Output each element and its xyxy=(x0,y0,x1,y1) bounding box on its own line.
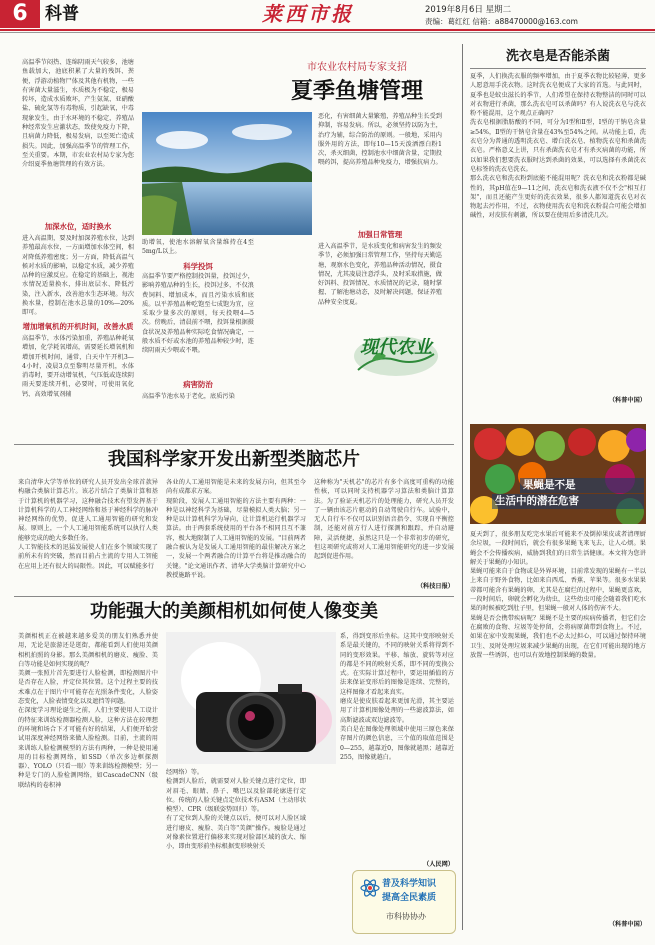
header-rule-thin xyxy=(0,32,655,33)
fish-para-oxygen: 高温季节，水体污染加重，养殖品种耗氧增加，化学耗氧增高，需要延长增氧机和增加开机时间，通常，白天中午开机3—4小时，凌晨3点至黎明尽量开机，水体消毒时，要开动增氧机，气压低或连续阴雨天要连续开机，必要时，可使用氧化钙、高效增氧剂辅 xyxy=(22,335,134,398)
fish-para-feed: 高温季节要严格控制投饵量，投饵过少，影响养殖品种的生长，投饵过多，不仅浪费饲料、增加成本，而且污染水质和底质。以平养殖品种吃饱至七成饱为宜，应采取少量多次的原则，每天投喂4—5次。傍晚后，清晨前不喂，投饵量根据摄食状况及养殖品种实际吃食情况确定，一般水质不好或水池的养殖品种较少时，连续阴雨天少喂或不喂。 xyxy=(142,273,254,355)
issue-date: 2019年8月6日 星期二 xyxy=(425,5,512,15)
chip-credit: （科技日报） xyxy=(416,583,454,590)
fish-heading-daily: 加强日常管理 xyxy=(357,230,403,239)
camera-title: 功能强大的美颜相机如何使人像变美 xyxy=(90,601,378,622)
camera-col-1: 美颜相机正在被越来越多爱美的朋友们熟悉并使用，无论是旅游还是逛街，都能看到人们使用美颜相机拍照的身影。那么美颜相机的磨皮、瘦脸、美白等功能是如何实现的呢？ 美颜一张照片首先要进行人脸检测，即检测图片中是否存在人脸，并定位其位置。这个过程主要的技术难点在于图片中可能存在光照条件变化，人脸姿态变化，人脸表情变化以及遮挡等问题。 在深度学习理论诞生之前，人们主要使用人工设计的特征来训练检测器检测人脸，这种方法在较理想的环境和场合下才可能有好的结果，人们便开始尝试用深度神经网络来做人脸检测。目前，主流的用来训练人脸检测模型的方法有两种，一种是使用通用的目标检测网络，如SSD（单次多边框探测器）、YOLO（只看一眼）等来训练检测模型；另一种是专门的人脸检测网络，如CascadeCNN（级联结构的卷积神 xyxy=(18,633,158,789)
chip-col-2: 各业的人工通用智能是未来的发展方向，但其至今尚有成都求方案。 现阶段，发展人工通用智能的方法主要有两种：一种是以神经科学为基础，尽量模拟人类大脑；另一种是以计算机科学为导向，让计算机运行机器学习算法。由于两套系统使用的平台各不相同且互不兼容，极大地限制了人工通用智能的发展。"目前两者融合被认为是发展人工通用智能的最佳解决方案之一，发展一个两者融合的计算平台将是推动融合的关键。"论文通讯作者、清华大学类脑计算研究中心教授施路平说。 xyxy=(166,479,306,579)
atom-icon xyxy=(360,878,380,898)
fruit-credit: （科普中国） xyxy=(608,921,646,928)
column-divider xyxy=(462,44,463,930)
fish-heading-oxygen: 增加增氧机的开机时间，改善水质 xyxy=(22,322,134,331)
soap-title-rule xyxy=(470,68,646,69)
fish-para-oxygen-cont: 助增氧，使池水溶解氧含量维持在4至5mg/L以上。 xyxy=(142,239,254,256)
banner-line-2: 提高全民素质 xyxy=(382,893,437,903)
fish-title: 夏季鱼塘管理 xyxy=(290,79,423,104)
fish-para-water: 进入高温期，要及时加深养殖水位，达到养殖最高水位，一方面增加水体空间，相对降低养殖密度；另一方面，降低高温气候对水质的影响，以稳定水质，减少养殖品种的应激反应。在稳定的基础上，视池水情况适量换水，排出底层水、降低污染，注入新水，改善池水生态环境。每次换水量，控制在池水总量的10%—20%即可。 xyxy=(22,235,134,317)
fish-heading-feed: 科学投饵 xyxy=(183,262,213,271)
editor-info: 责编：葛红红 信箱：a88470000@163.com xyxy=(425,17,578,26)
chip-col-1: 来自清华大学等单位的研究人员开发出全球首款异构融合类脑计算芯片。该芯片结合了类脑计算和基于计算机的机器学习，这种融合技术有望发挥基于计算机科学的人工神经网络和基于神经科学的脉冲神经网络的优势，促进人工通用智能的研究和发展。原则上，一个人工通用智能系统可以执行人类能够完成的绝大多数任务。 人工智能技术的迅猛发展使人们在多个领域实现了前所未有的突破，然而目前占主流的专用人工智能在应用上还有很大的局限性。因此，可以赋能多行 xyxy=(18,479,158,570)
banner-line-1: 普及科学知识 xyxy=(382,879,437,889)
fish-heading-water: 加深水位，适时换水 xyxy=(44,222,112,231)
chip-col-3: 这种称为"天机芯"的芯片有多个高度可重构的功能性核，可以同时支持机器学习算法和类脑计算算法。为了验证天机芯片的处理能力，研究人员开发了一辆由该芯片驱动的自动驾驶自行车。试验中，无人自行车不仅可以识别语音指令、实现自平衡控制，还能对前方行人进行探测和跟踪，并自动避障，灵活便捷，虽然这只是一个非常初步的研究，但这项研究或将对人工通用智能研究的进一步发展起到促进作用。 xyxy=(314,479,454,561)
header-rule xyxy=(0,29,655,31)
chip-title: 我国科学家开发出新型类脑芯片 xyxy=(108,449,360,470)
section-divider-1 xyxy=(14,444,454,445)
section-title: 科普 xyxy=(45,4,79,24)
modern-agriculture-label: 现代农业 xyxy=(360,337,432,358)
fruit-caption-2: 生活中的潜在危害 xyxy=(492,494,644,509)
fish-para-disease: 高温季节池水易于老化，底质污染 xyxy=(142,393,235,400)
camera-photo xyxy=(166,632,336,764)
camera-col-2: 经网络）等。 检测到人脸后，就需要对人脸关键点进行定位，即对眉毛、眼睛、鼻子、嘴巴以及脸部轮廓进行定位。传统的人脸关键点定位技术有ASM（主动形状模型）、CPR（级联姿势回归）等。 有了定位到人脸的关键点以后，便可以对人脸区域进行磨皮、瘦脸、美白等"美颜"操作。瘦脸是通过对像素位置进行偏移来实现对脸部区域的放大、缩小，即由变形前坐标根据变形映射关 xyxy=(166,769,306,851)
newspaper-masthead: 莱西市报 xyxy=(262,2,354,26)
soap-credit: （科普中国） xyxy=(608,397,646,404)
fruit-body: 夏天到了，很多朋友吃完水果后可能来不及倒掉果皮或者清理厨余垃圾，一段时间后，就会有很多果蝇飞来飞去，让人心烦。果蝇会不会传播疾病，威胁到我们的日常生活健康。本文将为您讲解关于果蝇的小知识。 果蝇可能来自于食物或是外界环境，目前常发现的果蝇有一半以上来自于野外食物，比如来自西瓜、香蕉、苹果等。很多水果果蒂都可能含有果蝇的卵，尤其是在腐烂的过程中，果蝇更喜欢，一段时间后，卵就会孵化为幼虫，这些幼虫可能会随着我们吃水果的时候被吃到肚子里，但果蝇一般对人体的伤害不大。 果蝇是否会携带疾病呢？果蝇不是主要的疾病传播者，但它们会在腐败的食物、垃圾等处停留，会将病原菌带到食物上。不过，如果在家中发现果蝇，我们也不必太过担心，可以通过保持环境卫生、及时处理垃圾来减少果蝇的出现，在它们可能出现的地方放置一些诱饵，也可以有效地控制果蝇的数量。 xyxy=(470,531,646,659)
section-divider-2 xyxy=(14,596,454,597)
fish-kicker: 市农业农村局专家支招 xyxy=(307,62,407,73)
fruit-caption-1: 果蝇是不是 xyxy=(520,478,644,493)
camera-col-3: 系，得到变形后坐标。这其中变形映射关系是最关键的，不同的映射关系将得到不同的变形效果。平移、缩放、旋转等对应的都是不同的映射关系，即不同的变换公式。在实际计算过程中，要运用插值的方法来保证变形后的图像是连续、完整的，这样图像才看起来真实。 磨皮是使皮肤看起来更加光滑，其主要运用了计算机图像处理的一些滤波算法，如高斯滤波或双边滤波等。 美白是在图像处理领域中使用三原色来保存图片的颜色信息，三个值的取值范围是0—255，越靠近0，图像就越黑；越靠近255，图像就越白。 xyxy=(340,633,454,761)
page-number: 6 xyxy=(0,0,40,28)
pond-photo xyxy=(142,112,312,235)
soap-title: 洗衣皂是否能杀菌 xyxy=(505,49,610,64)
fish-para-disease-cont: 恶化，有害细菌大量繁殖，养殖品种生长受到抑制，容易发病。所以，必须坚持以防为主，治疗为辅，综合防治的原则。一般地，采用内服外用的方法，即每10—15天泼洒漂白粉1次，杀灭细菌，控制池水中细菌含量，定期投喂药饵，提高养殖品种免疫力，增强抗病力。 xyxy=(318,113,442,167)
fish-para-daily: 进入高温季节，是水质变化和病害发生的频发季节，必须加强日常管理工作，坚持每天勤巡塘，观察水色变化，养殖品种活动情况，摄食情况，尤其凌晨注意浮头，及时采取措施，做好饵料、投饵情况、水质情况的记录，随时掌握、了解池塘动态，及时解决问题，保证养殖品种安全度夏。 xyxy=(318,243,442,306)
camera-credit: （人民网） xyxy=(423,861,454,868)
fish-heading-disease: 病害防治 xyxy=(183,380,213,389)
banner-line-3: 市科协协办 xyxy=(386,912,426,921)
fruit-photo xyxy=(470,424,646,524)
soap-body: 夏季，人们换洗衣服的频率增加，由于夏季衣物比较轻薄，更多人愿意用手洗衣物。这时洗衣皂便成了大家的首选。与此同时，夏季也是蚊虫滋长的季节，人们希望在保持衣物整洁的同时可以对衣物进行杀菌，那么洗衣皂可以杀菌吗？有人说洗衣皂与洗衣粉不能混用，这个观点正确吗？ 洗衣皂根据脂肪酸的不同，可分为Ⅰ型和Ⅱ型，Ⅰ型的干钠皂含量≥54%，Ⅱ型的干钠皂含量在43%至54%之间。从功能上看，洗衣皂分为普通的透明洗衣皂、增白洗衣皂、植物洗衣皂和杀菌洗衣皂。严格意义上讲，只有杀菌洗衣皂才有杀灭病菌的功能，所以如果我们想要洗衣服时达到杀菌的效果，可以选择有杀菌洗衣皂标签的洗衣皂洗衣。 那么洗衣皂和洗衣粉到底能不能混用呢？洗衣皂和洗衣粉都是碱性的，其pH值在9—11之间，洗衣皂和洗衣液不仅不会"相互打架"，而且还能产生更好的洗衣效果，很多人都知道洗衣皂对衣物起去污作用，不过，衣物使用洗衣皂和洗衣粉混合可能会增加碱性，对皮肤有刺激，所以要在使用后多清洗几次。 xyxy=(470,73,646,220)
fish-intro: 高温季节闷热、连绵阴雨天气较多，池塘鱼载加大，池底积累了大量的残饵、粪便，浮游动植物尸体及其他有机物，一些有害菌大量滋生，水质极为不稳定，极易转坏，造成水质败坏，产生氨氮、亚硝酸盐、硫化氢等有毒物质，引起缺氧，中毒现象发生，由于水环境的不稳定，养殖品种经常发生应激状态，致使免疫力下降，且病菌力降低，极易发病，以至死亡造成损失。因此，加强高温季节的管理工作，至关重要。本期，市农业农村局专家为您介绍夏季鱼塘管理的有效方法。 xyxy=(22,59,134,169)
